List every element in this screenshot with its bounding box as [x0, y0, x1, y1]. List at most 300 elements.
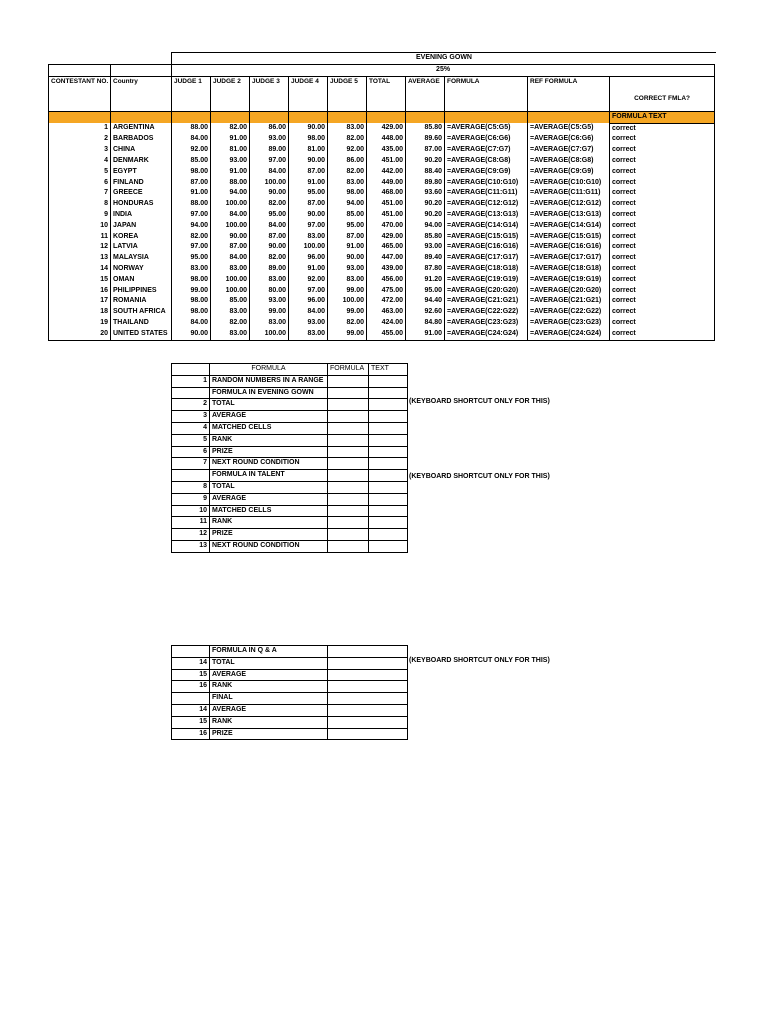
cell-country[interactable]: OMAN: [111, 275, 172, 286]
list-item: [172, 540, 408, 552]
cell-country[interactable]: PHILIPPINES: [111, 286, 172, 297]
cell-contestant-no[interactable]: 13: [49, 253, 111, 264]
cell-correct-fmla[interactable]: correct: [610, 145, 715, 156]
list-item: [172, 399, 408, 411]
cell-judge-2[interactable]: 94.00: [211, 188, 250, 199]
cell-total[interactable]: 435.00: [367, 145, 406, 156]
cell-formula[interactable]: =AVERAGE(C6:G6): [445, 134, 528, 145]
cell-judge-3[interactable]: 89.00: [250, 145, 289, 156]
cell-judge-4[interactable]: 90.00: [289, 123, 328, 134]
cell-correct-fmla[interactable]: correct: [610, 232, 715, 243]
cell-judge-5[interactable]: 90.00: [328, 253, 367, 264]
cell-total[interactable]: 470.00: [367, 221, 406, 232]
cell-total[interactable]: 475.00: [367, 286, 406, 297]
cell-correct-fmla[interactable]: correct: [610, 167, 715, 178]
answer-cell[interactable]: [369, 434, 408, 446]
cell-total[interactable]: 472.00: [367, 296, 406, 307]
note-text: [409, 645, 609, 656]
cell-judge-1[interactable]: 88.00: [172, 123, 211, 134]
cell-ref-formula[interactable]: =AVERAGE(C20:G20): [528, 286, 610, 297]
answer-cell[interactable]: [328, 529, 369, 541]
item-label: AVERAGE: [210, 493, 328, 505]
cell-country[interactable]: FINLAND: [111, 178, 172, 189]
cell-ref-formula[interactable]: =AVERAGE(C17:G17): [528, 253, 610, 264]
answer-cell[interactable]: [369, 422, 408, 434]
cell-judge-5[interactable]: 93.00: [328, 264, 367, 275]
cell-contestant-no[interactable]: 10: [49, 221, 111, 232]
cell-formula[interactable]: =AVERAGE(C7:G7): [445, 145, 528, 156]
answer-cell[interactable]: [369, 481, 408, 493]
cell-judge-3[interactable]: 82.00: [250, 199, 289, 210]
cell-country[interactable]: JAPAN: [111, 221, 172, 232]
cell-judge-5[interactable]: 82.00: [328, 318, 367, 329]
cell-country[interactable]: HONDURAS: [111, 199, 172, 210]
cell-judge-4[interactable]: 90.00: [289, 210, 328, 221]
note-text: [409, 667, 609, 678]
cell-judge-4[interactable]: 91.00: [289, 264, 328, 275]
cell-judge-2[interactable]: 100.00: [211, 286, 250, 297]
cell-judge-1[interactable]: 95.00: [172, 253, 211, 264]
cell-ref-formula[interactable]: =AVERAGE(C22:G22): [528, 307, 610, 318]
cell-judge-3[interactable]: 82.00: [250, 253, 289, 264]
answer-cell[interactable]: [328, 681, 408, 693]
cell-country[interactable]: ROMANIA: [111, 296, 172, 307]
cell-average[interactable]: 87.00: [406, 145, 445, 156]
cell-ref-formula[interactable]: =AVERAGE(C18:G18): [528, 264, 610, 275]
cell-contestant-no[interactable]: 2: [49, 134, 111, 145]
cell-judge-2[interactable]: 82.00: [211, 318, 250, 329]
cell-judge-5[interactable]: 83.00: [328, 275, 367, 286]
cell-correct-fmla[interactable]: correct: [610, 307, 715, 318]
cell-average[interactable]: 94.40: [406, 296, 445, 307]
cell-country[interactable]: ARGENTINA: [111, 123, 172, 134]
cell-judge-3[interactable]: 93.00: [250, 134, 289, 145]
answer-cell[interactable]: [328, 458, 369, 470]
cell-judge-4[interactable]: 98.00: [289, 134, 328, 145]
note-text: [409, 699, 609, 710]
cell-judge-1[interactable]: 82.00: [172, 232, 211, 243]
cell-judge-3[interactable]: 100.00: [250, 329, 289, 340]
answer-cell[interactable]: [328, 481, 369, 493]
cell-formula[interactable]: =AVERAGE(C17:G17): [445, 253, 528, 264]
cell-total[interactable]: 465.00: [367, 242, 406, 253]
cell-correct-fmla[interactable]: correct: [610, 253, 715, 264]
formula-table: [171, 363, 408, 553]
cell-ref-formula[interactable]: =AVERAGE(C11:G11): [528, 188, 610, 199]
cell-correct-fmla[interactable]: correct: [610, 134, 715, 145]
cell-contestant-no[interactable]: 9: [49, 210, 111, 221]
cell-correct-fmla[interactable]: correct: [610, 188, 715, 199]
cell-judge-2[interactable]: 100.00: [211, 221, 250, 232]
answer-cell[interactable]: [369, 387, 408, 399]
cell-total[interactable]: 429.00: [367, 232, 406, 243]
cell-ref-formula[interactable]: =AVERAGE(C13:G13): [528, 210, 610, 221]
cell-average[interactable]: 89.80: [406, 178, 445, 189]
cell-formula[interactable]: =AVERAGE(C23:G23): [445, 318, 528, 329]
cell-total[interactable]: 424.00: [367, 318, 406, 329]
answer-cell[interactable]: [328, 517, 369, 529]
answer-cell[interactable]: [328, 399, 369, 411]
cell-average[interactable]: 85.80: [406, 232, 445, 243]
answer-cell[interactable]: [328, 470, 369, 482]
cell-country[interactable]: NORWAY: [111, 264, 172, 275]
answer-cell[interactable]: [328, 540, 369, 552]
cell-correct-fmla[interactable]: correct: [610, 242, 715, 253]
cell-country[interactable]: DENMARK: [111, 156, 172, 167]
cell-formula[interactable]: =AVERAGE(C11:G11): [445, 188, 528, 199]
cell-country[interactable]: MALAYSIA: [111, 253, 172, 264]
cell-judge-5[interactable]: 99.00: [328, 329, 367, 340]
cell-total[interactable]: 448.00: [367, 134, 406, 145]
cell-judge-1[interactable]: 98.00: [172, 167, 211, 178]
cell-correct-fmla[interactable]: correct: [610, 329, 715, 340]
answer-cell[interactable]: [369, 540, 408, 552]
cell-formula[interactable]: =AVERAGE(C19:G19): [445, 275, 528, 286]
cell-contestant-no[interactable]: 11: [49, 232, 111, 243]
cell-judge-1[interactable]: 91.00: [172, 188, 211, 199]
cell-judge-3[interactable]: 100.00: [250, 178, 289, 189]
cell-judge-3[interactable]: 95.00: [250, 210, 289, 221]
cell-ref-formula[interactable]: =AVERAGE(C8:G8): [528, 156, 610, 167]
cell-formula[interactable]: =AVERAGE(C21:G21): [445, 296, 528, 307]
cell-judge-1[interactable]: 92.00: [172, 145, 211, 156]
cell-total[interactable]: 449.00: [367, 178, 406, 189]
cell-judge-4[interactable]: 91.00: [289, 178, 328, 189]
cell-average[interactable]: 93.00: [406, 242, 445, 253]
cell-judge-3[interactable]: 84.00: [250, 221, 289, 232]
cell-judge-2[interactable]: 81.00: [211, 145, 250, 156]
cell-judge-5[interactable]: 82.00: [328, 167, 367, 178]
item-label: PRIZE: [210, 728, 328, 740]
table-row: [49, 178, 715, 189]
list-item: [172, 716, 408, 728]
cell-judge-3[interactable]: 90.00: [250, 242, 289, 253]
cell-total[interactable]: 429.00: [367, 123, 406, 134]
cell-contestant-no[interactable]: 6: [49, 178, 111, 189]
answer-cell[interactable]: [328, 669, 408, 681]
answer-cell[interactable]: [328, 375, 369, 387]
cell-judge-4[interactable]: 93.00: [289, 318, 328, 329]
cell-judge-3[interactable]: 90.00: [250, 188, 289, 199]
cell-judge-4[interactable]: 83.00: [289, 232, 328, 243]
cell-formula[interactable]: =AVERAGE(C10:G10): [445, 178, 528, 189]
item-number: 16: [172, 728, 210, 740]
cell-judge-2[interactable]: 83.00: [211, 264, 250, 275]
cell-average[interactable]: 93.60: [406, 188, 445, 199]
item-number: 15: [172, 716, 210, 728]
cell-judge-5[interactable]: 99.00: [328, 307, 367, 318]
cell-judge-3[interactable]: 80.00: [250, 286, 289, 297]
cell-judge-1[interactable]: 94.00: [172, 221, 211, 232]
cell-judge-5[interactable]: 95.00: [328, 221, 367, 232]
cell-formula[interactable]: =AVERAGE(C24:G24): [445, 329, 528, 340]
cell-total[interactable]: 451.00: [367, 156, 406, 167]
cell-judge-4[interactable]: 87.00: [289, 199, 328, 210]
cell-contestant-no[interactable]: 17: [49, 296, 111, 307]
cell-total[interactable]: 451.00: [367, 199, 406, 210]
table-row: [49, 167, 715, 178]
cell-correct-fmla[interactable]: correct: [610, 264, 715, 275]
cell-correct-fmla[interactable]: correct: [610, 123, 715, 134]
cell-correct-fmla[interactable]: correct: [610, 221, 715, 232]
cell-judge-3[interactable]: 89.00: [250, 264, 289, 275]
cell-average[interactable]: 89.40: [406, 253, 445, 264]
cell-correct-fmla[interactable]: correct: [610, 275, 715, 286]
item-number: 14: [172, 657, 210, 669]
cell-correct-fmla[interactable]: correct: [610, 178, 715, 189]
cell-average[interactable]: 88.40: [406, 167, 445, 178]
answer-cell[interactable]: [328, 446, 369, 458]
cell-judge-1[interactable]: 83.00: [172, 264, 211, 275]
answer-cell[interactable]: [369, 505, 408, 517]
cell-judge-2[interactable]: 90.00: [211, 232, 250, 243]
cell-judge-4[interactable]: 90.00: [289, 156, 328, 167]
cell-formula[interactable]: =AVERAGE(C9:G9): [445, 167, 528, 178]
cell-judge-2[interactable]: 84.00: [211, 253, 250, 264]
cell-average[interactable]: 91.00: [406, 329, 445, 340]
answer-cell[interactable]: [369, 411, 408, 423]
cell-ref-formula[interactable]: =AVERAGE(C19:G19): [528, 275, 610, 286]
col-header-judge-3: JUDGE 3: [250, 76, 289, 111]
cell-average[interactable]: 94.00: [406, 221, 445, 232]
cell-judge-1[interactable]: 97.00: [172, 242, 211, 253]
cell-contestant-no[interactable]: 15: [49, 275, 111, 286]
cell-correct-fmla[interactable]: correct: [610, 156, 715, 167]
item-label: FORMULA IN Q & A: [210, 646, 328, 658]
cell-correct-fmla[interactable]: correct: [610, 318, 715, 329]
cell-country[interactable]: BARBADOS: [111, 134, 172, 145]
answer-cell[interactable]: [328, 716, 408, 728]
cell-judge-3[interactable]: 83.00: [250, 275, 289, 286]
cell-judge-3[interactable]: 84.00: [250, 167, 289, 178]
cell-ref-formula[interactable]: =AVERAGE(C5:G5): [528, 123, 610, 134]
cell-judge-4[interactable]: 92.00: [289, 275, 328, 286]
cell-correct-fmla[interactable]: correct: [610, 296, 715, 307]
cell-judge-2[interactable]: 100.00: [211, 199, 250, 210]
cell-formula[interactable]: =AVERAGE(C5:G5): [445, 123, 528, 134]
cell-judge-1[interactable]: 98.00: [172, 275, 211, 286]
answer-cell[interactable]: [369, 529, 408, 541]
cell-contestant-no[interactable]: 1: [49, 123, 111, 134]
cell-contestant-no[interactable]: 7: [49, 188, 111, 199]
cell-judge-4[interactable]: 97.00: [289, 286, 328, 297]
answer-cell[interactable]: [369, 375, 408, 387]
cell-judge-5[interactable]: 100.00: [328, 296, 367, 307]
cell-country[interactable]: KOREA: [111, 232, 172, 243]
cell-formula[interactable]: =AVERAGE(C8:G8): [445, 156, 528, 167]
cell-contestant-no[interactable]: 5: [49, 167, 111, 178]
cell-judge-1[interactable]: 98.00: [172, 296, 211, 307]
cell-judge-3[interactable]: 99.00: [250, 307, 289, 318]
cell-average[interactable]: 92.60: [406, 307, 445, 318]
cell-judge-1[interactable]: 85.00: [172, 156, 211, 167]
cell-judge-2[interactable]: 82.00: [211, 123, 250, 134]
cell-judge-4[interactable]: 83.00: [289, 329, 328, 340]
cell-ref-formula[interactable]: =AVERAGE(C9:G9): [528, 167, 610, 178]
cell-correct-fmla[interactable]: correct: [610, 199, 715, 210]
cell-country[interactable]: SOUTH AFRICA: [111, 307, 172, 318]
cell-average[interactable]: 95.00: [406, 286, 445, 297]
cell-contestant-no[interactable]: 19: [49, 318, 111, 329]
cell-country[interactable]: THAILAND: [111, 318, 172, 329]
answer-cell[interactable]: [328, 434, 369, 446]
cell-total[interactable]: 442.00: [367, 167, 406, 178]
item-number: [172, 470, 210, 482]
cell-judge-5[interactable]: 87.00: [328, 232, 367, 243]
cell-judge-4[interactable]: 97.00: [289, 221, 328, 232]
cell-judge-4[interactable]: 95.00: [289, 188, 328, 199]
cell-judge-5[interactable]: 99.00: [328, 286, 367, 297]
cell-country[interactable]: CHINA: [111, 145, 172, 156]
cell-formula[interactable]: =AVERAGE(C13:G13): [445, 210, 528, 221]
cell-judge-3[interactable]: 87.00: [250, 232, 289, 243]
cell-formula[interactable]: =AVERAGE(C20:G20): [445, 286, 528, 297]
col-header-ref-formula: REF FORMULA: [528, 76, 610, 111]
answer-cell[interactable]: [328, 646, 408, 658]
cell-judge-2[interactable]: 93.00: [211, 156, 250, 167]
cell-total[interactable]: 468.00: [367, 188, 406, 199]
cell-judge-1[interactable]: 99.00: [172, 286, 211, 297]
cell-judge-3[interactable]: 86.00: [250, 123, 289, 134]
cell-country[interactable]: GREECE: [111, 188, 172, 199]
cell-ref-formula[interactable]: =AVERAGE(C12:G12): [528, 199, 610, 210]
answer-cell[interactable]: [369, 493, 408, 505]
cell-judge-4[interactable]: 96.00: [289, 296, 328, 307]
cell-judge-1[interactable]: 84.00: [172, 134, 211, 145]
answer-cell[interactable]: [369, 470, 408, 482]
cell-judge-2[interactable]: 85.00: [211, 296, 250, 307]
cell-formula[interactable]: =AVERAGE(C18:G18): [445, 264, 528, 275]
cell-judge-5[interactable]: 83.00: [328, 178, 367, 189]
cell-formula[interactable]: =AVERAGE(C22:G22): [445, 307, 528, 318]
cell-ref-formula[interactable]: =AVERAGE(C6:G6): [528, 134, 610, 145]
item-label: AVERAGE: [210, 669, 328, 681]
answer-cell[interactable]: [328, 387, 369, 399]
cell-formula[interactable]: =AVERAGE(C12:G12): [445, 199, 528, 210]
cell-judge-5[interactable]: 86.00: [328, 156, 367, 167]
cell-contestant-no[interactable]: 4: [49, 156, 111, 167]
answer-cell[interactable]: [369, 399, 408, 411]
cell-judge-2[interactable]: 84.00: [211, 210, 250, 221]
list-item: [172, 646, 408, 658]
cell-judge-5[interactable]: 98.00: [328, 188, 367, 199]
cell-judge-2[interactable]: 87.00: [211, 242, 250, 253]
answer-cell[interactable]: [328, 505, 369, 517]
cell-ref-formula[interactable]: =AVERAGE(C21:G21): [528, 296, 610, 307]
cell-contestant-no[interactable]: 20: [49, 329, 111, 340]
cell-ref-formula[interactable]: =AVERAGE(C15:G15): [528, 232, 610, 243]
cell-total[interactable]: 451.00: [367, 210, 406, 221]
answer-cell[interactable]: [369, 446, 408, 458]
cell-judge-2[interactable]: 88.00: [211, 178, 250, 189]
cell-total[interactable]: 463.00: [367, 307, 406, 318]
cell-contestant-no[interactable]: 12: [49, 242, 111, 253]
cell-ref-formula[interactable]: =AVERAGE(C10:G10): [528, 178, 610, 189]
cell-judge-2[interactable]: 91.00: [211, 134, 250, 145]
cell-correct-fmla[interactable]: correct: [610, 286, 715, 297]
cell-average[interactable]: 84.80: [406, 318, 445, 329]
cell-judge-2[interactable]: 100.00: [211, 275, 250, 286]
cell-country[interactable]: LATVIA: [111, 242, 172, 253]
answer-cell[interactable]: [369, 517, 408, 529]
cell-ref-formula[interactable]: =AVERAGE(C24:G24): [528, 329, 610, 340]
cell-average[interactable]: 87.80: [406, 264, 445, 275]
cell-contestant-no[interactable]: 3: [49, 145, 111, 156]
cell-judge-3[interactable]: 97.00: [250, 156, 289, 167]
cell-judge-1[interactable]: 84.00: [172, 318, 211, 329]
answer-cell[interactable]: [328, 493, 369, 505]
cell-country[interactable]: UNITED STATES: [111, 329, 172, 340]
list-item: [172, 446, 408, 458]
answer-cell[interactable]: [328, 422, 369, 434]
answer-cell[interactable]: [328, 693, 408, 705]
cell-average[interactable]: 90.20: [406, 156, 445, 167]
cell-judge-5[interactable]: 92.00: [328, 145, 367, 156]
cell-contestant-no[interactable]: 8: [49, 199, 111, 210]
cell-judge-5[interactable]: 94.00: [328, 199, 367, 210]
cell-ref-formula[interactable]: =AVERAGE(C16:G16): [528, 242, 610, 253]
cell-judge-4[interactable]: 96.00: [289, 253, 328, 264]
cell-total[interactable]: 456.00: [367, 275, 406, 286]
cell-average[interactable]: 89.60: [406, 134, 445, 145]
cell-total[interactable]: 447.00: [367, 253, 406, 264]
cell-ref-formula[interactable]: =AVERAGE(C23:G23): [528, 318, 610, 329]
cell-judge-2[interactable]: 91.00: [211, 167, 250, 178]
cell-contestant-no[interactable]: 18: [49, 307, 111, 318]
cell-formula[interactable]: =AVERAGE(C16:G16): [445, 242, 528, 253]
cell-average[interactable]: 91.20: [406, 275, 445, 286]
cell-judge-1[interactable]: 87.00: [172, 178, 211, 189]
cell-judge-5[interactable]: 91.00: [328, 242, 367, 253]
cell-judge-4[interactable]: 100.00: [289, 242, 328, 253]
cell-correct-fmla[interactable]: correct: [610, 210, 715, 221]
cell-ref-formula[interactable]: =AVERAGE(C7:G7): [528, 145, 610, 156]
answer-cell[interactable]: [328, 657, 408, 669]
cell-contestant-no[interactable]: 16: [49, 286, 111, 297]
answer-cell[interactable]: [328, 704, 408, 716]
cell-judge-1[interactable]: 98.00: [172, 307, 211, 318]
cell-judge-5[interactable]: 83.00: [328, 123, 367, 134]
answer-cell[interactable]: [328, 411, 369, 423]
answer-cell[interactable]: [328, 728, 408, 740]
cell-country[interactable]: INDIA: [111, 210, 172, 221]
cell-average[interactable]: 90.20: [406, 210, 445, 221]
cell-total[interactable]: 439.00: [367, 264, 406, 275]
cell-judge-1[interactable]: 97.00: [172, 210, 211, 221]
cell-judge-5[interactable]: 82.00: [328, 134, 367, 145]
cell-judge-2[interactable]: 83.00: [211, 307, 250, 318]
cell-judge-4[interactable]: 81.00: [289, 145, 328, 156]
item-label: RANK: [210, 681, 328, 693]
cell-country[interactable]: EGYPT: [111, 167, 172, 178]
cell-judge-3[interactable]: 83.00: [250, 318, 289, 329]
cell-judge-5[interactable]: 85.00: [328, 210, 367, 221]
cell-formula[interactable]: =AVERAGE(C14:G14): [445, 221, 528, 232]
cell-judge-3[interactable]: 93.00: [250, 296, 289, 307]
answer-cell[interactable]: [369, 458, 408, 470]
cell-judge-1[interactable]: 88.00: [172, 199, 211, 210]
cell-average[interactable]: 85.80: [406, 123, 445, 134]
cell-average[interactable]: 90.20: [406, 199, 445, 210]
cell-judge-1[interactable]: 90.00: [172, 329, 211, 340]
cell-judge-2[interactable]: 83.00: [211, 329, 250, 340]
cell-judge-4[interactable]: 84.00: [289, 307, 328, 318]
cell-total[interactable]: 455.00: [367, 329, 406, 340]
cell-judge-4[interactable]: 87.00: [289, 167, 328, 178]
cell-contestant-no[interactable]: 14: [49, 264, 111, 275]
cell-formula[interactable]: =AVERAGE(C15:G15): [445, 232, 528, 243]
cell-ref-formula[interactable]: =AVERAGE(C14:G14): [528, 221, 610, 232]
